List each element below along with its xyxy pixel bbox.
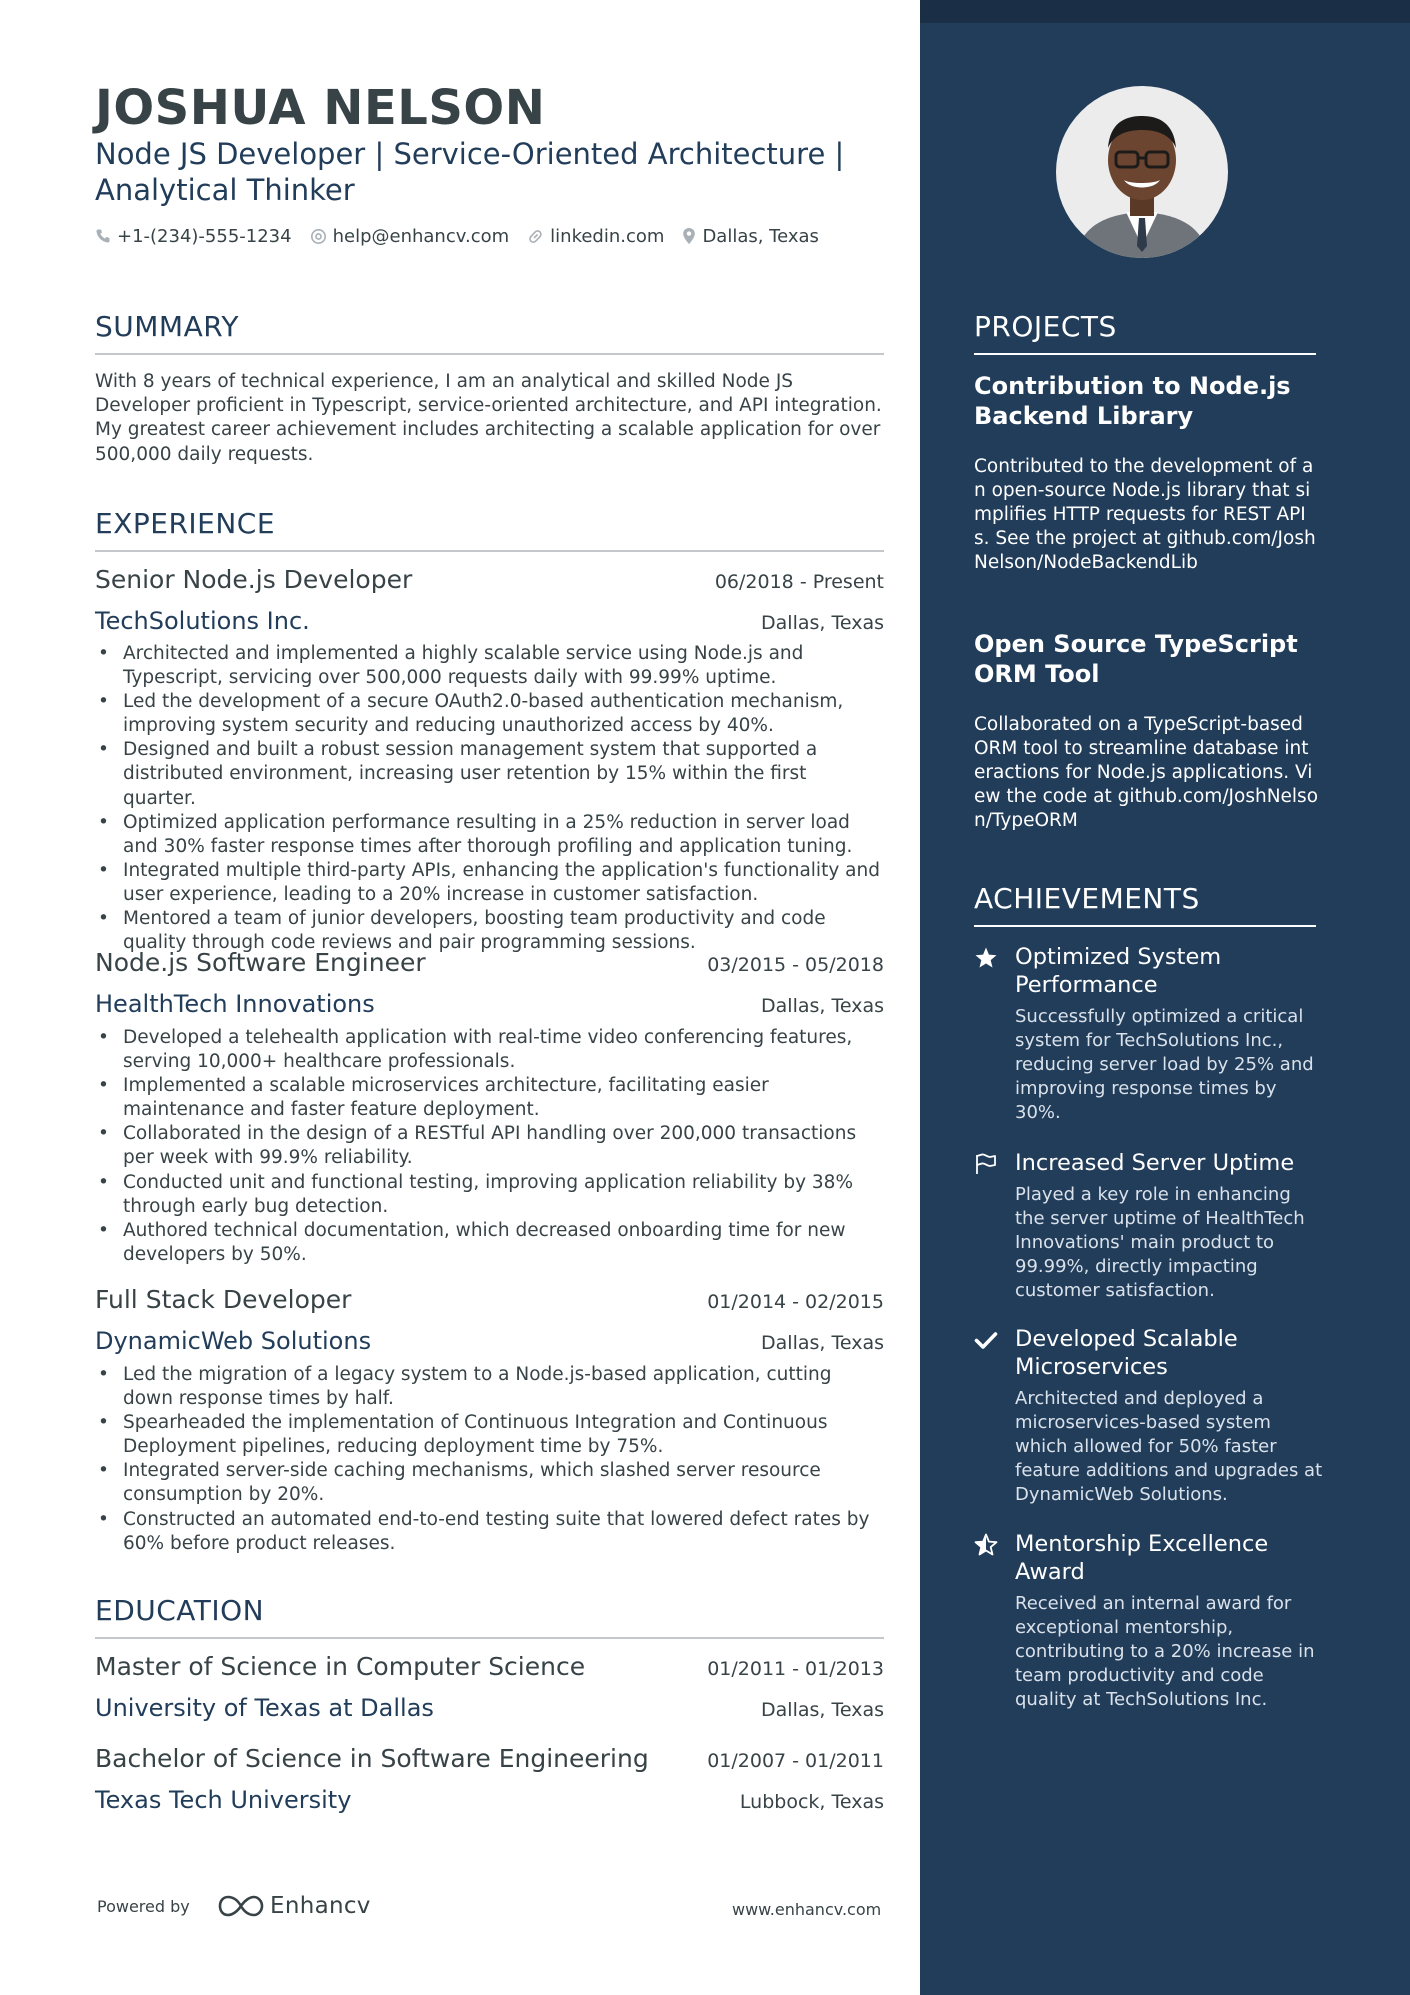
projects-heading: PROJECTS: [974, 310, 1316, 355]
job-bullets: [95, 1363, 884, 1556]
job-company: DynamicWeb Solutions: [95, 1327, 372, 1355]
list-item: • Designed and built a robust session management system that supported a distributed environment, increasing user retention by 15% within the first quarter.: [95, 738, 884, 810]
job-dates: 01/2014 - 02/2015: [707, 1291, 884, 1313]
project-description: Contributed to the development of an open-source Node.js library that simplifies HTTP requests for REST APIs. See the project at github.com/JoshNelson/NodeBackendLib: [974, 456, 1316, 573]
summary-heading: SUMMARY: [95, 310, 884, 355]
achievement-title: Mentorship Excellence Award: [1015, 1531, 1269, 1585]
powered-by-text: Powered by: [97, 1897, 190, 1916]
list-item: • Implemented a scalable microservices architecture, facilitating easier maintenance and faster feature deployment.: [95, 1074, 884, 1122]
education-location: Dallas, Texas: [761, 1699, 884, 1721]
education-header: [95, 1652, 884, 1681]
contact-email[interactable]: [310, 226, 510, 247]
list-item: • Developed a telehealth application with real-time video conferencing features, serving 10,000+ healthcare professionals.: [95, 1026, 884, 1074]
sidebar-top-band: [920, 0, 1410, 23]
enhancv-logo[interactable]: [217, 1893, 371, 1919]
education-heading: EDUCATION: [95, 1594, 884, 1639]
email-text: help@enhancv.com: [332, 225, 510, 247]
achievement-title: Optimized System Performance: [1015, 944, 1222, 998]
job-role: Senior Node.js Developer: [95, 565, 413, 594]
phone-icon: [95, 228, 111, 244]
achievement-title: Developed Scalable Microservices: [1015, 1326, 1238, 1380]
list-item: • Integrated multiple third-party APIs, enhancing the application's functionality and user experience, leading to a 20% increase in customer satisfaction.: [95, 859, 884, 907]
job-company: HealthTech Innovations: [95, 990, 375, 1018]
job-bullets: [95, 1026, 884, 1267]
list-item: • Led the migration of a legacy system to a Node.js-based application, cutting down response times by half.: [95, 1363, 884, 1411]
location-text: Dallas, Texas: [702, 225, 819, 247]
enhancv-logo-icon: [217, 1893, 265, 1919]
job-header: [95, 948, 884, 977]
contact-bar: [95, 222, 837, 250]
profile-photo-avatar: [1056, 86, 1228, 258]
education-school-row: [95, 1786, 884, 1814]
school: University of Texas at Dallas: [95, 1694, 434, 1722]
degree: Master of Science in Computer Science: [95, 1652, 586, 1681]
at-icon: [310, 228, 327, 245]
contact-location: [682, 226, 819, 247]
location-pin-icon: [682, 227, 696, 245]
list-item: • Integrated server-side caching mechanisms, which slashed server resource consumption by 20%.: [95, 1459, 884, 1507]
achievement-description: Successfully optimized a critical system for TechSolutions Inc., reducing server load by 25% and improving response times by 30%.: [1015, 1006, 1314, 1123]
degree: Bachelor of Science in Software Engineering: [95, 1744, 649, 1773]
summary-text: With 8 years of technical experience, I am an analytical and skilled Node JS Developer proficient in Typescript, service-oriented architecture, and API integration. My greatest career achievement includes architecting a scalable application for over 500,000 daily requests.: [95, 371, 882, 465]
achievement-description: Played a key role in enhancing the server uptime of HealthTech Innovations' main product to 99.99%, directly impacting customer satisfaction.: [1015, 1184, 1305, 1301]
achievement-item: [974, 1530, 1324, 1712]
list-item: • Architected and implemented a highly scalable service using Node.js and Typescript, servicing over 500,000 requests daily with 99.99% uptime.: [95, 642, 884, 690]
job-org-row: [95, 607, 884, 635]
achievement-item: [974, 943, 1324, 1125]
education-dates: 01/2007 - 01/2011: [707, 1750, 884, 1772]
job-org-row: [95, 990, 884, 1018]
candidate-name: JOSHUA NELSON: [95, 80, 546, 136]
enhancv-logo-text: Enhancv: [270, 1893, 371, 1919]
achievement-item: [974, 1149, 1324, 1303]
achievement-description: Received an internal award for exceptional mentorship, contributing to a 20% increase in team productivity and code quality at TechSolutions Inc.: [1015, 1593, 1315, 1710]
star-half-icon: [974, 1533, 998, 1557]
candidate-title: Node JS Developer | Service-Oriented Architecture | Analytical Thinker: [95, 137, 845, 207]
achievement-description: Architected and deployed a microservices-based system which allowed for 50% faster feature additions and upgrades at DynamicWeb Solutions.: [1015, 1388, 1323, 1505]
flag-icon: [974, 1152, 998, 1176]
job-location: Dallas, Texas: [761, 1332, 884, 1354]
experience-heading: EXPERIENCE: [95, 507, 884, 552]
achievements-heading: ACHIEVEMENTS: [974, 882, 1316, 927]
school: Texas Tech University: [95, 1786, 352, 1814]
job-location: Dallas, Texas: [761, 612, 884, 634]
job-dates: 03/2015 - 05/2018: [707, 954, 884, 976]
job-role: Full Stack Developer: [95, 1285, 352, 1314]
list-item: • Optimized application performance resulting in a 25% reduction in server load and 30% faster response times after thorough profiling and application tuning.: [95, 811, 884, 859]
job-org-row: [95, 1327, 884, 1355]
education-header: [95, 1744, 884, 1773]
project-description: Collaborated on a TypeScript-based ORM tool to streamline database interactions for Node.js applications. View the code at github.com/JoshNelson/TypeORM: [974, 714, 1319, 831]
job-company: TechSolutions Inc.: [95, 607, 310, 635]
phone-text: +1-(234)-555-1234: [117, 225, 292, 247]
website-link[interactable]: www.enhancv.com: [732, 1900, 882, 1919]
contact-linkedin[interactable]: [527, 226, 664, 247]
link-icon: [527, 228, 544, 245]
list-item: • Collaborated in the design of a RESTful API handling over 200,000 transactions per week with 99.9% reliability.: [95, 1122, 884, 1170]
project-title: Contribution to Node.js Backend Library: [974, 372, 1291, 430]
list-item: • Led the development of a secure OAuth2.0-based authentication mechanism, improving system security and reducing unauthorized access by 40%.: [95, 690, 884, 738]
job-bullets: [95, 642, 884, 955]
sidebar: [920, 0, 1410, 1995]
list-item: • Spearheaded the implementation of Continuous Integration and Continuous Deployment pipelines, reducing deployment time by 75%.: [95, 1411, 884, 1459]
job-location: Dallas, Texas: [761, 995, 884, 1017]
job-header: [95, 1285, 884, 1314]
list-item: • Constructed an automated end-to-end testing suite that lowered defect rates by 60% before product releases.: [95, 1508, 884, 1556]
linkedin-text: linkedin.com: [550, 225, 665, 247]
check-icon: [974, 1328, 998, 1352]
education-dates: 01/2011 - 01/2013: [707, 1658, 884, 1680]
profile-photo: [1056, 86, 1228, 258]
job-role: Node.js Software Engineer: [95, 948, 426, 977]
job-dates: 06/2018 - Present: [714, 571, 884, 593]
job-header: [95, 565, 884, 594]
achievement-title: Increased Server Uptime: [1015, 1150, 1295, 1176]
list-item: • Conducted unit and functional testing, improving application reliability by 38% through early bug detection.: [95, 1171, 884, 1219]
project-title: Open Source TypeScript ORM Tool: [974, 630, 1298, 688]
list-item: • Mentored a team of junior developers, boosting team productivity and code quality through code reviews and pair programming sessions.: [95, 907, 884, 955]
education-location: Lubbock, Texas: [739, 1791, 884, 1813]
list-item: • Authored technical documentation, which decreased onboarding time for new developers by 50%.: [95, 1219, 884, 1267]
star-icon: [974, 946, 998, 970]
education-school-row: [95, 1694, 884, 1722]
contact-phone[interactable]: [95, 226, 292, 247]
achievement-item: [974, 1325, 1324, 1507]
